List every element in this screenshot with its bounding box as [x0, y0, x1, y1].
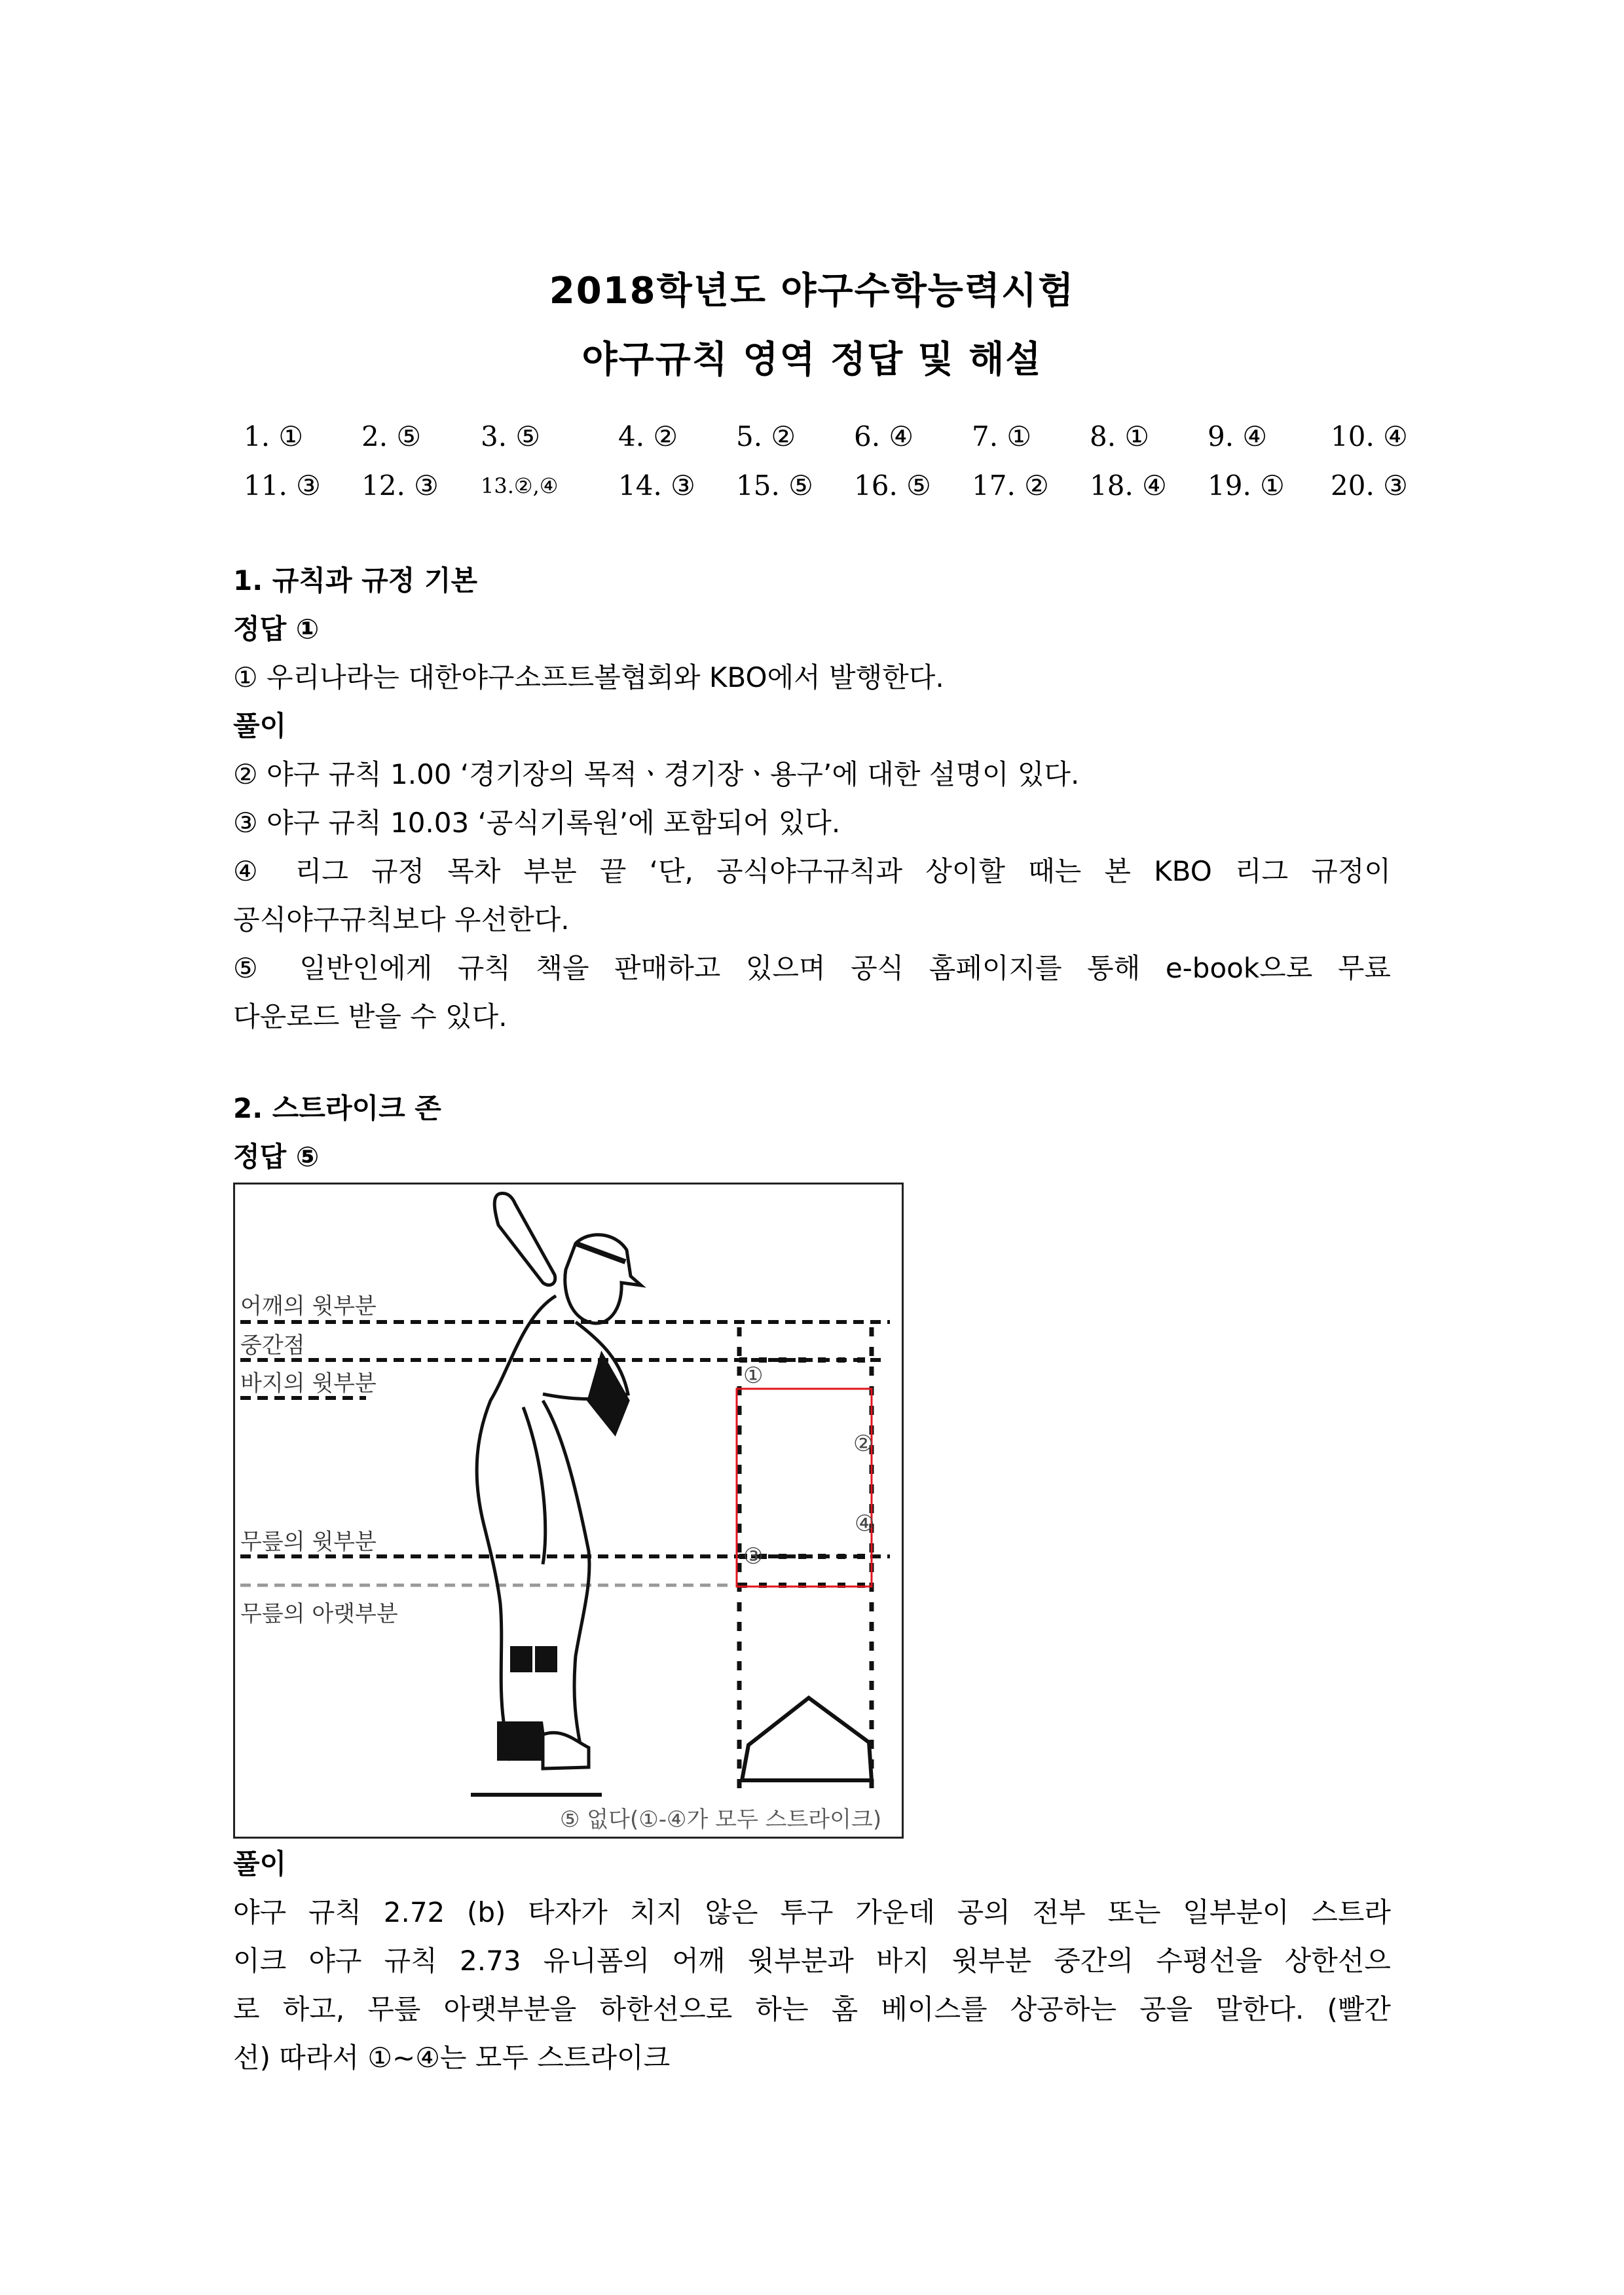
marker-3: ③	[743, 1543, 764, 1570]
section-1-solution-line: ④ 리그 규정 목차 부분 끝 ‘단, 공식야구규칙과 상이할 때는 본 KBO 리그 규정이	[233, 855, 1391, 887]
label-knee-bottom: 무릎의 아랫부분	[240, 1601, 398, 1627]
document-subtitle: 야구규칙 영역 정답 및 해설	[581, 339, 1043, 381]
label-knee-top: 무릎의 윗부분	[240, 1529, 377, 1555]
section-1-heading: 1. 규칙과 규정 기본	[233, 564, 478, 597]
answer-key-item: 11. ③	[244, 469, 321, 502]
strike-zone-diagram	[235, 1184, 902, 1837]
answer-key-item: 17. ②	[972, 469, 1049, 502]
home-plate	[742, 1698, 872, 1780]
bat-icon	[494, 1194, 555, 1285]
answer-key-item: 13.②,④	[481, 473, 559, 498]
section-1-solution-label: 풀이	[233, 710, 287, 742]
label-pants-top: 바지의 윗부분	[240, 1370, 377, 1397]
section-2-solution-line: 야구 규칙 2.72 (b) 타자가 치지 않은 투구 가운데 공의 전부 또는 일부분이 스트라	[233, 1896, 1391, 1928]
answer-key-item: 14. ③	[618, 469, 695, 502]
section-2-heading: 2. 스트라이크 존	[233, 1092, 441, 1124]
section-1-answer-note: ① 우리나라는 대한야구소프트볼협회와 KBO에서 발행한다.	[233, 661, 944, 693]
section-1-solution-line: ③ 야구 규칙 10.03 ‘공식기록원’에 포함되어 있다.	[233, 807, 841, 839]
answer-key-item: 9. ④	[1208, 420, 1268, 452]
section-1-solution-line: 공식야구규칙보다 우선한다.	[233, 904, 570, 936]
strike-zone-figure	[233, 1183, 904, 1839]
answer-key-item: 4. ②	[618, 420, 678, 452]
label-shoulder-top: 어깨의 윗부분	[240, 1293, 377, 1319]
section-1-answer: 정답 ①	[233, 613, 320, 645]
answer-key-item: 15. ⑤	[736, 469, 813, 502]
answer-key-item: 5. ②	[736, 420, 796, 452]
answer-key-item: 20. ③	[1331, 469, 1408, 502]
section-1-solution-line: 다운로드 받을 수 있다.	[233, 1001, 507, 1033]
answer-key-item: 18. ④	[1090, 469, 1167, 502]
answer-key-item: 7. ①	[972, 420, 1032, 452]
section-1-solution-line: ⑤ 일반인에게 규칙 책을 판매하고 있으며 공식 홈페이지를 통해 e-book으로 무료	[233, 952, 1391, 984]
answer-key-item: 8. ①	[1090, 420, 1150, 452]
head-icon	[565, 1235, 641, 1323]
answer-key-item: 3. ⑤	[481, 420, 541, 452]
sock-right	[535, 1646, 557, 1672]
answer-key-item: 16. ⑤	[854, 469, 931, 502]
marker-2: ②	[853, 1431, 874, 1457]
sock-left	[510, 1646, 532, 1672]
section-2-solution-line: 선) 따라서 ①~④는 모두 스트라이크	[233, 2042, 671, 2074]
shoe-right	[543, 1733, 589, 1769]
marker-4: ④	[855, 1511, 875, 1537]
answer-key-item: 1. ①	[244, 420, 304, 452]
section-2-answer: 정답 ⑤	[233, 1141, 320, 1173]
answer-key-item: 12. ③	[361, 469, 439, 502]
label-midpoint: 중간점	[240, 1332, 305, 1359]
section-1-solution-line: ② 야구 규칙 1.00 ‘경기장의 목적ㆍ경기장ㆍ용구’에 대한 설명이 있다.	[233, 758, 1080, 790]
answer-key-item: 6. ④	[854, 420, 914, 452]
shoe-left	[497, 1721, 548, 1761]
answer-key-item: 10. ④	[1331, 420, 1408, 452]
document-title: 2018학년도 야구수학능력시험	[549, 270, 1075, 312]
figure-caption: ⑤ 없다(①-④가 모두 스트라이크)	[560, 1807, 882, 1833]
answer-key-item: 19. ①	[1208, 469, 1285, 502]
batter-illustration	[477, 1194, 641, 1761]
section-2-solution-line: 이크 야구 규칙 2.73 유니폼의 어깨 윗부분과 바지 윗부분 중간의 수평선을 상한선으	[233, 1945, 1391, 1977]
marker-1: ①	[743, 1363, 764, 1389]
section-2-solution-label: 풀이	[233, 1848, 287, 1880]
section-2-solution-line: 로 하고, 무릎 아랫부분을 하한선으로 하는 홈 베이스를 상공하는 공을 말한다. (빨간	[233, 1993, 1391, 2025]
answer-key-item: 2. ⑤	[361, 420, 422, 452]
